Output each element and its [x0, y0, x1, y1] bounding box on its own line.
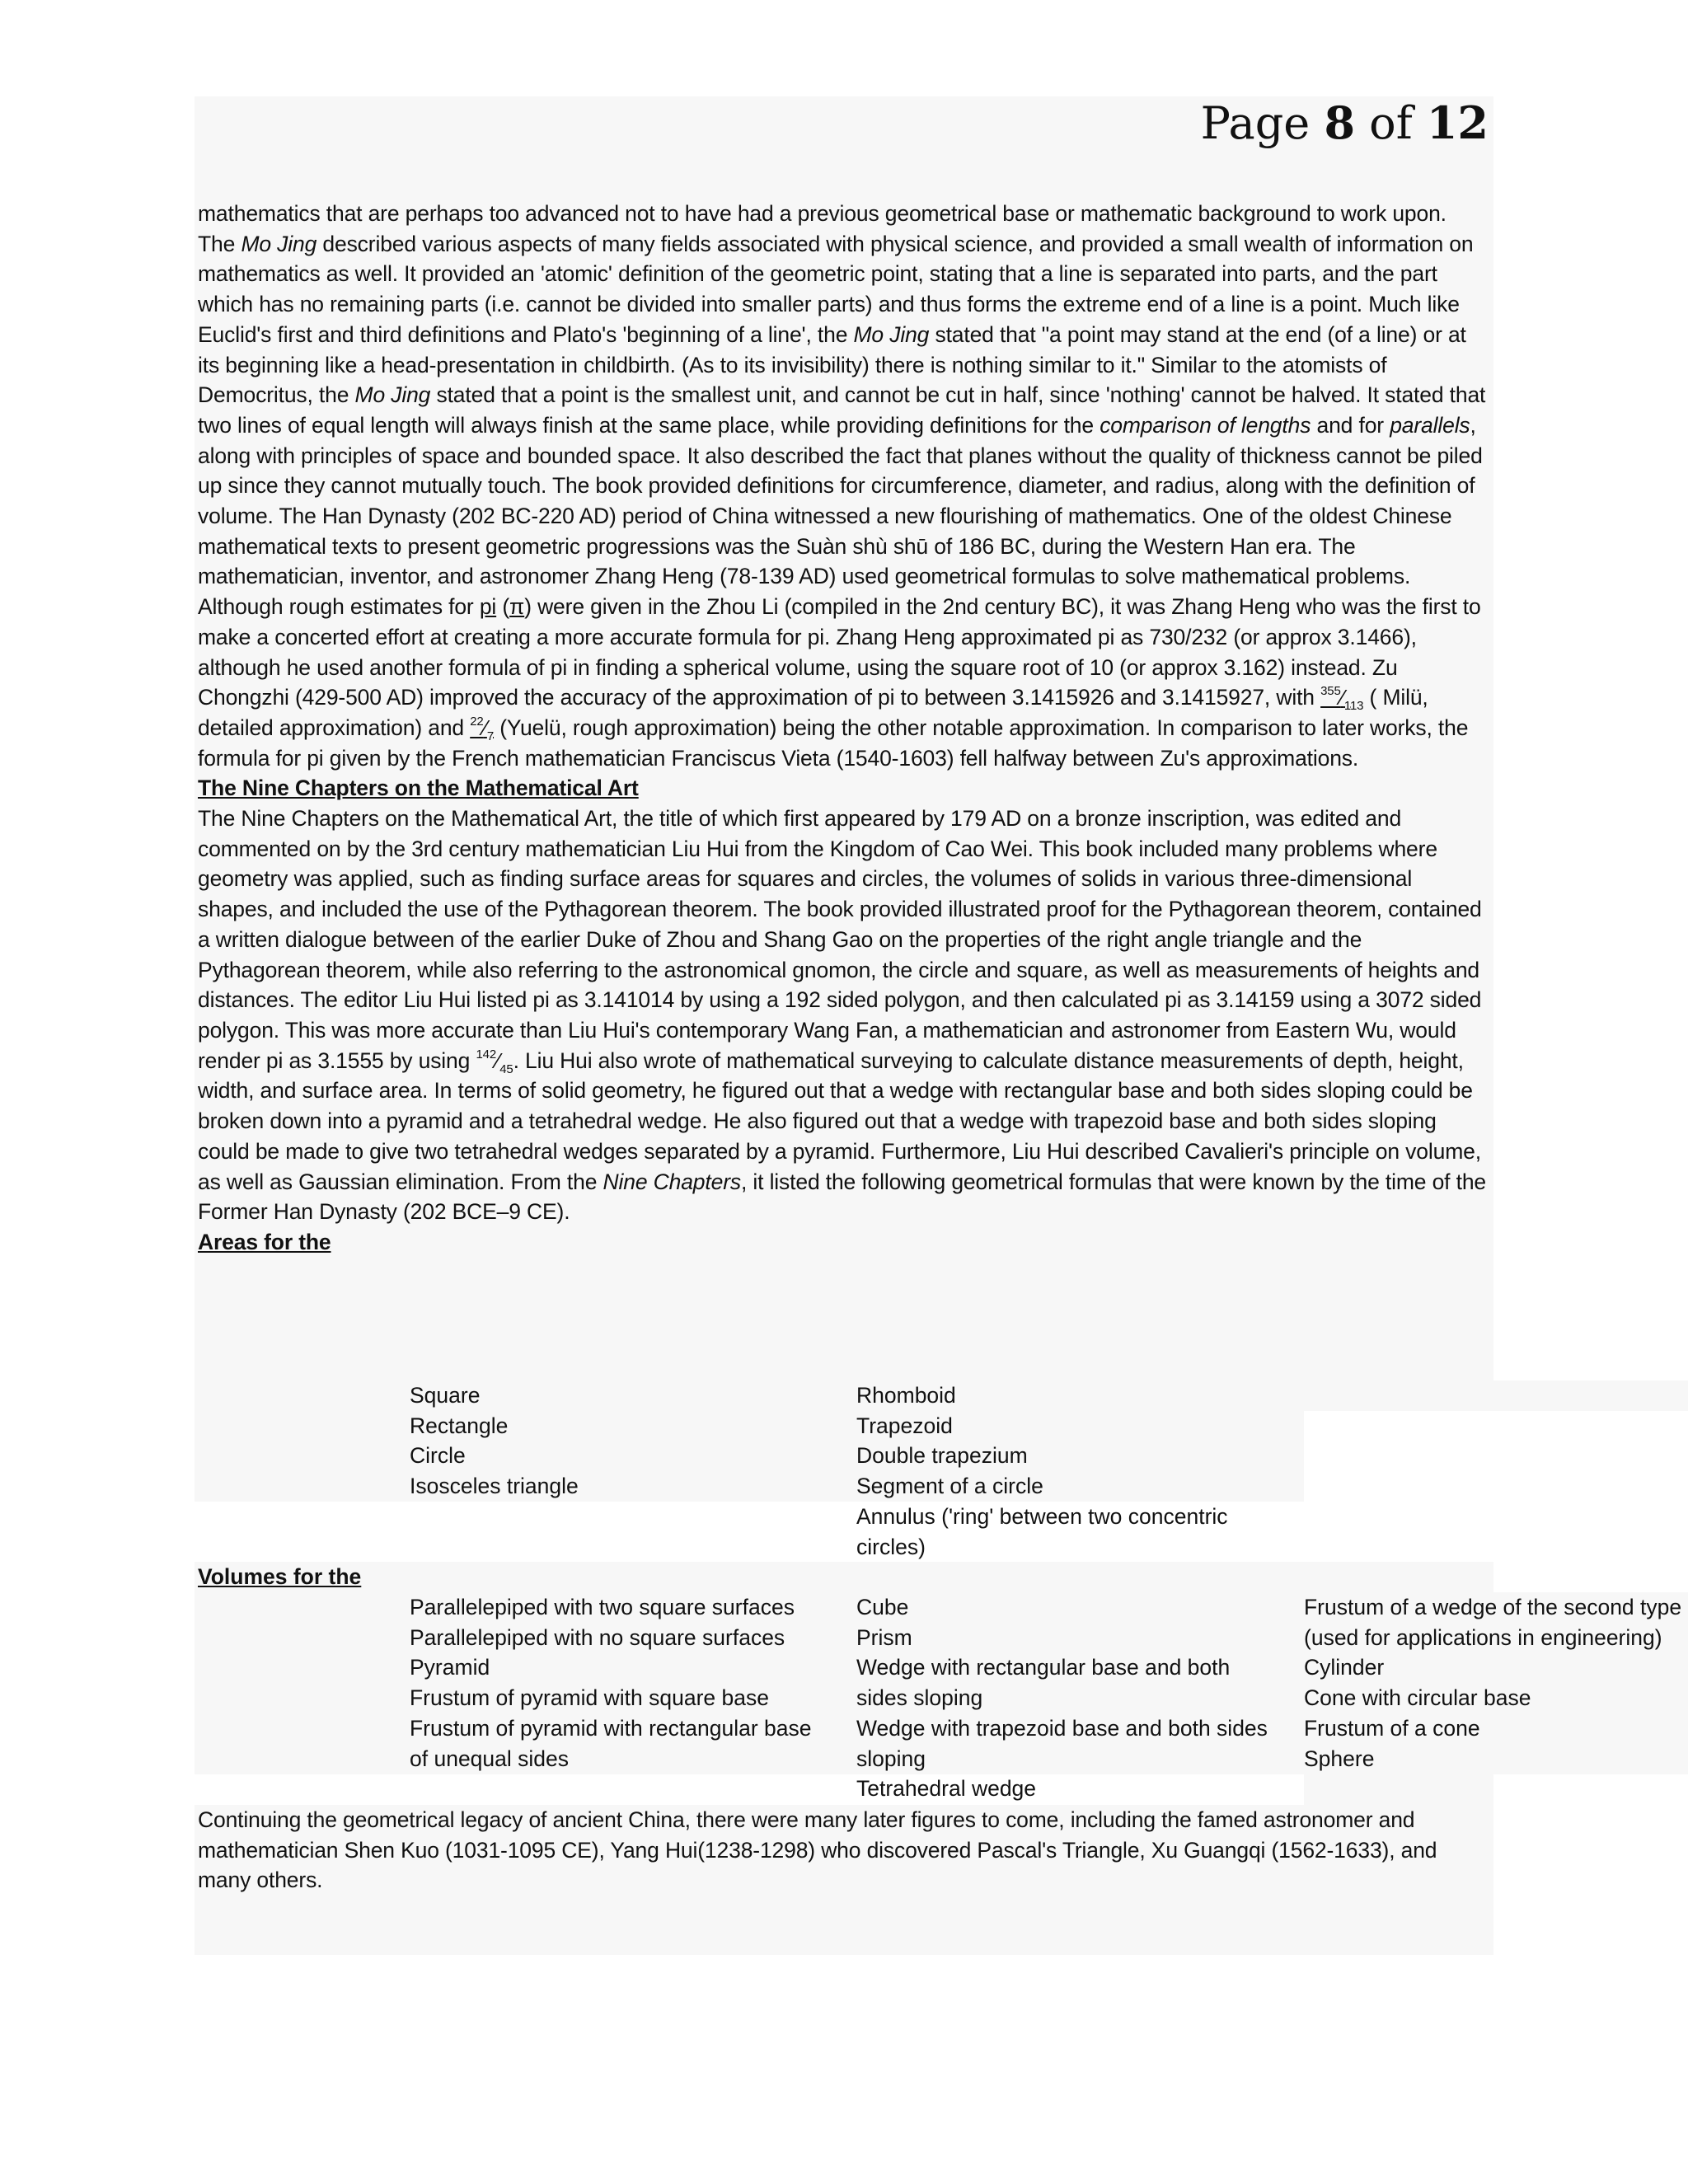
volume-item: Frustum of pyramid with rectangular base [410, 1715, 812, 1741]
text-run: stated that "a point may stand at the end (of a line) or at its beginning like a head-presentation in childbirth. (As to its invisibility) there is nothing similar to it." Similar to the atomists of Democritus, the [198, 321, 1466, 408]
text-run: stated that a point is the smallest unit, and cannot be cut in half, since 'nothing' cannot be halved. It stated that two lines of equal length will always finish at the same place, while providing definitions for the [198, 382, 1486, 438]
paragraph-mo-jing [198, 229, 1490, 774]
volume-item: Cube [856, 1595, 909, 1619]
pi-symbol-link[interactable]: π [509, 594, 525, 620]
text-run: . Liu Hui also wrote of mathematical surveying to calculate distance measurements of depth, height, width, and surface area. In terms of solid geometry, he figured out that a wedge with rectangular base and both sides sloping could be broken down into a pyramid and a tetrahedral wedge. He also figured out that a wedge with trapezoid base and both sides sloping could be made to give two tetrahedral wedges separated by a pyramid. Furthermore, Liu Hui described Cavalieri's principle on volume, as well as Gaussian elimination. From the [198, 1047, 1481, 1194]
italic-comparison: comparison of lengths [1100, 412, 1311, 438]
italic-mo-jing: Mo Jing [241, 231, 317, 256]
heading-areas: Areas for the [198, 1229, 331, 1254]
volumes-column-2 [856, 1592, 1268, 1804]
italic-mo-jing: Mo Jing [853, 321, 930, 347]
fraction-numerator: 142 [476, 1047, 497, 1062]
fraction-142-45: $^{142}⁄_{45}$ [476, 1047, 513, 1076]
area-item: Segment of a circle [856, 1474, 1043, 1499]
paragraph-nine-chapters [198, 804, 1490, 1227]
page-prefix: Page [1200, 97, 1325, 149]
areas-empty-cell [1304, 1411, 1688, 1562]
text-run: , along with principles of space and bounded space. It also described the fact that planes without the quality of thickness cannot be piled up since they cannot mutually touch. The book provided definitions for circumference, diameter, and radius, along with the definition of volume. The Han Dynasty (202 BC-220 AD) period of China witnessed a new flourishing of mathematics. One of the oldest Chinese mathematical texts to present geometric progressions was the Suàn shù shū of 186 BC, during the Western Han era. The mathematician, inventor, and astronomer Zhang Heng (78-139 AD) used geometrical formulas to solve mathematical problems. Although rough estimates for [198, 412, 1483, 620]
area-item: Rectangle [410, 1413, 509, 1438]
fraction-denominator: 7 [486, 729, 495, 743]
volume-item: Frustum of a cone [1304, 1715, 1480, 1741]
paragraph-intro: mathematics that are perhaps too advanced not to have had a previous geometrical base or mathematic background to work upon. [198, 201, 1447, 226]
text-run: ( [496, 594, 510, 620]
areas-column-1 [410, 1380, 579, 1502]
fraction-355-113: $^{355}⁄_{113}$ [1320, 684, 1364, 714]
volume-item: Parallelepiped with two square surfaces [410, 1595, 795, 1619]
volume-item: Cone with circular base [1304, 1685, 1531, 1711]
text-run: described various aspects of many fields associated with physical science, and provided a small wealth of information on mathematics as well. It provided an 'atomic' definition of the geometric point, stating that a line is separated into parts, and the part which has no remaining parts (i.e. cannot be divided into smaller parts) and thus forms the extreme end of a line is a point. Much like Euclid's first and third definitions and Plato's 'beginning of a line', the [198, 231, 1474, 347]
page-of: of [1355, 97, 1427, 149]
volume-item: sides sloping [856, 1685, 983, 1711]
italic-parallels: parallels [1390, 412, 1470, 438]
fraction-denominator: 45 [499, 1062, 513, 1076]
volume-item: Frustum of a wedge of the second type [1304, 1595, 1682, 1619]
text-run: (Yuelü, rough approximation) being the other notable approximation. In comparison to later works, the formula for pi given by the French mathematician Franciscus Vieta (1540-1603) fell halfway between Zu's approximations. [198, 715, 1469, 771]
text-run: ) were given in the Zhou Li (compiled in the 2nd century BC), it was Zhang Heng who was the first to make a concerted effort at creating a more accurate formula for pi. Zhang Heng approximated pi as 730/232 (or approx 3.1466), although he used another formula of pi in finding a spherical volume, using the square root of 10 (or approx 3.162) instead. Zu Chongzhi (429-500 AD) improved the accuracy of the approximation of pi to between 3.1415926 and 3.1415927, with [198, 594, 1481, 710]
area-item: Isosceles triangle [410, 1474, 579, 1499]
areas-table [0, 1380, 1688, 1562]
volume-item: sloping [856, 1746, 926, 1771]
italic-mo-jing: Mo Jing [354, 382, 431, 408]
area-item: circles) [856, 1534, 926, 1559]
fraction-22-7: $^{22}⁄_7$ [470, 714, 495, 743]
volume-item: Cylinder [1304, 1655, 1385, 1680]
area-item: Square [410, 1383, 481, 1408]
volumes-heading-row [195, 1562, 1493, 1592]
volumes-column-1 [410, 1592, 812, 1774]
areas-column-2 [856, 1380, 1228, 1562]
fraction-numerator: 355 [1320, 684, 1341, 699]
text-run: , it listed the following geometrical formulas that were known by the time of the Former Han Dynasty (202 BCE–9 CE). [198, 1169, 1486, 1225]
text-run: and for [1311, 412, 1390, 438]
volume-item: Prism [856, 1624, 912, 1650]
heading-volumes: Volumes for the [198, 1564, 362, 1589]
area-item: Annulus ('ring' between two concentric [856, 1503, 1228, 1529]
text-run: The [198, 231, 241, 256]
paragraph-closing: Continuing the geometrical legacy of ancient China, there were many later figures to come, including the famed astronomer and mathematician Shen Kuo (1031-1095 CE), Yang Hui(1238-1298) who discovered Pascal's Triangle, Xu Guangqi (1562-1633), and many others. [198, 1807, 1437, 1893]
volume-item: Parallelepiped with no square surfaces [410, 1624, 785, 1650]
page-current: 8 [1324, 96, 1356, 149]
volumes-table [0, 1592, 1688, 1805]
volume-item: Wedge with trapezoid base and both sides [856, 1715, 1268, 1741]
italic-nine-chapters: Nine Chapters [603, 1169, 741, 1194]
volume-item: Frustum of pyramid with square base [410, 1685, 769, 1711]
volume-item: (used for applications in engineering) [1304, 1624, 1662, 1650]
area-item: Trapezoid [856, 1413, 953, 1438]
document-body [198, 199, 1490, 1258]
volume-item: Pyramid [410, 1655, 490, 1680]
volume-item: Sphere [1304, 1746, 1375, 1771]
pi-link[interactable]: pi [479, 594, 497, 620]
heading-nine-chapters: The Nine Chapters on the Mathematical Art [198, 776, 639, 801]
page-total: 12 [1426, 96, 1489, 149]
page-header [195, 96, 1493, 154]
area-item: Double trapezium [856, 1443, 1028, 1469]
volume-item: of unequal sides [410, 1746, 570, 1771]
fraction-numerator: 22 [470, 714, 484, 729]
page-number [1201, 96, 1489, 149]
text-run: The Nine Chapters on the Mathematical Art, the title of which first appeared by 179 AD on a bronze inscription, was edited and commented on by the 3rd century mathematician Liu Hui from the Kingdom of Cao Wei. This book included many problems where geometry was applied, such as finding surface areas for squares and circles, the volumes of solids in various three-dimensional shapes, and included the use of the Pythagorean theorem. The book provided illustrated proof for the Pythagorean theorem, contained a written dialogue between of the earlier Duke of Zhou and Shang Gao on the properties of the right angle triangle and the Pythagorean theorem, while also referring to the astronomical gnomon, the circle and square, as well as measurements of heights and distances. The editor Liu Hui listed pi as 3.141014 by using a 192 sided polygon, and then calculated pi as 3.14159 using a 3072 sided polygon. This was more accurate than Liu Hui's contemporary Wang Fan, a mathematician and astronomer from Eastern Wu, would render pi as 3.1555 by using [198, 806, 1482, 1073]
closing-section [195, 1805, 1493, 1955]
area-item: Rhomboid [856, 1383, 956, 1408]
volume-item: Tetrahedral wedge [856, 1776, 1037, 1802]
volume-item: Wedge with rectangular base and both [856, 1655, 1231, 1680]
area-item: Circle [410, 1443, 466, 1469]
text-run: ( Milü, detailed approximation) and [198, 685, 1428, 740]
volumes-column-3 [1304, 1592, 1688, 1774]
fraction-denominator: 113 [1343, 699, 1364, 714]
